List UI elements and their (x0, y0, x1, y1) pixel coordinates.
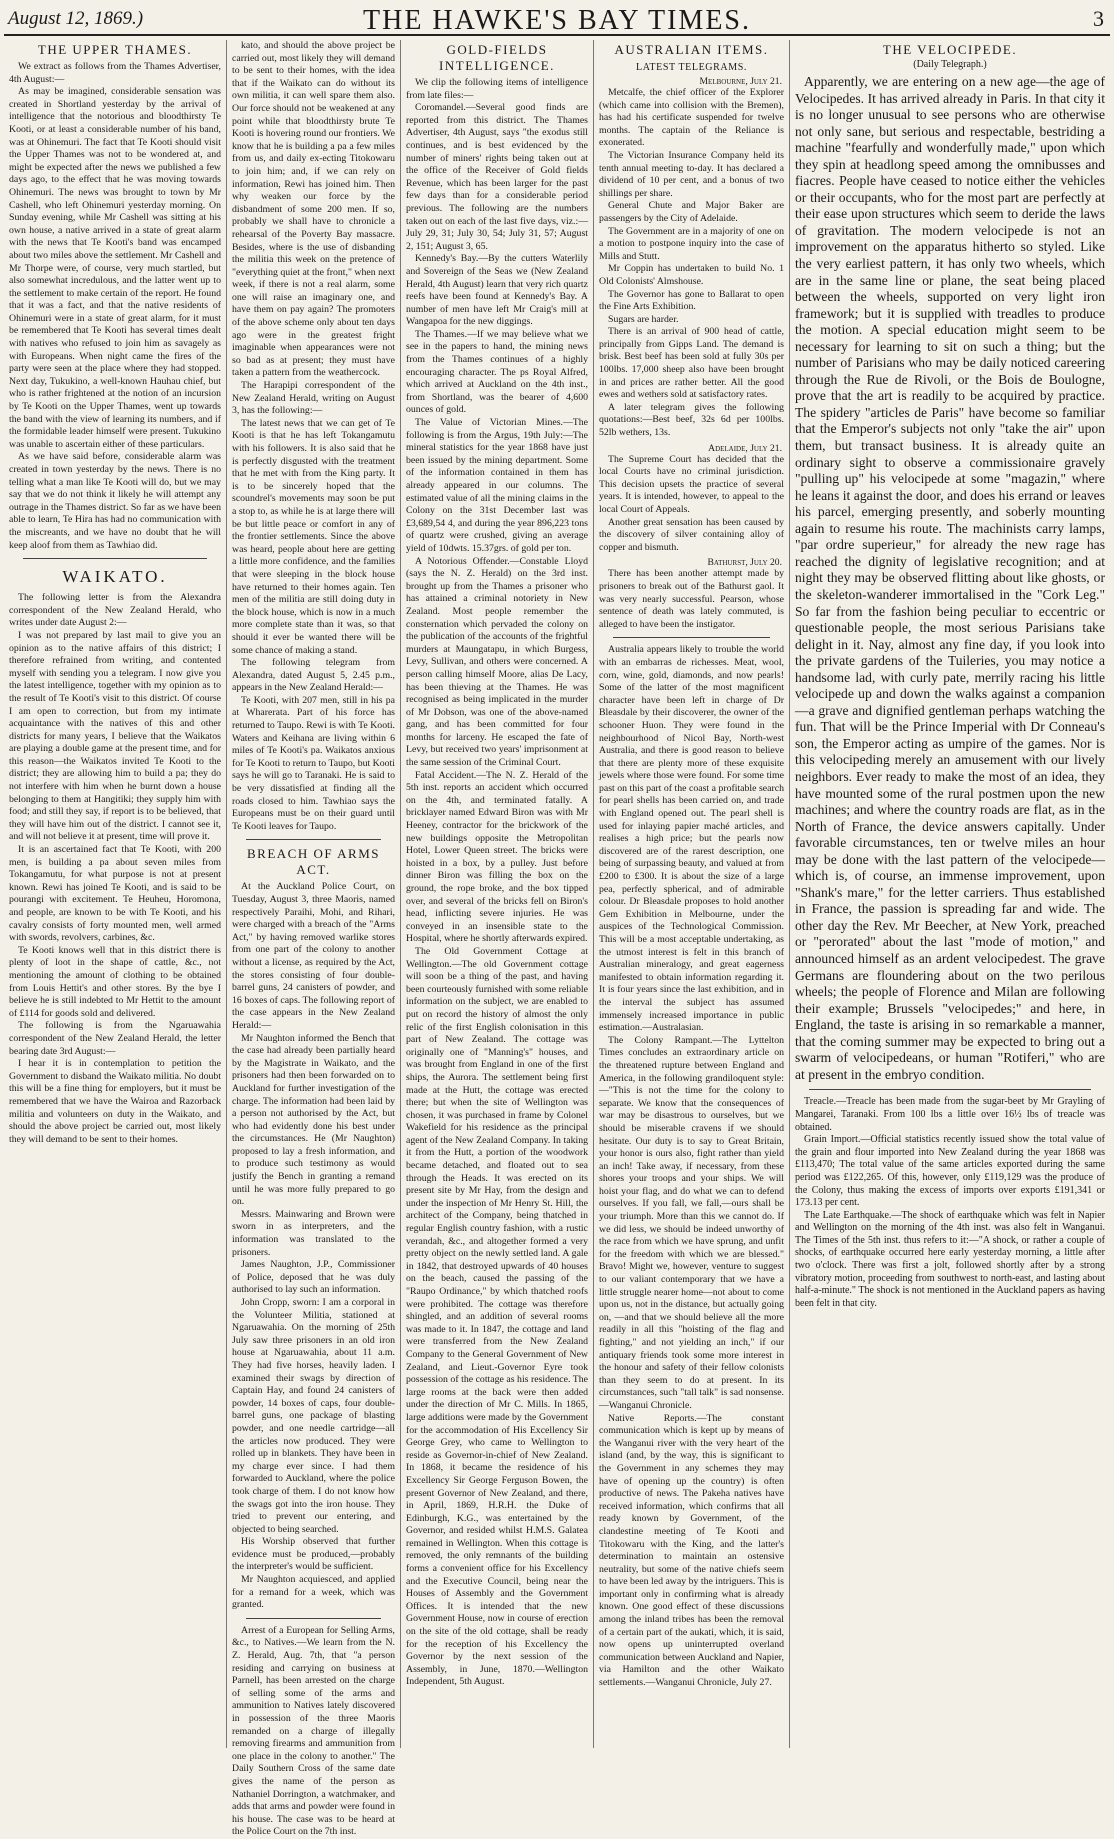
paragraph: I was not prepared by last mail to give you an opinion as to the native affairs of this district; I therefore refrained from writing, and contented myself with sending you a telegram. I now give you the latest intelligence, together with my opinion as to the result of Te Kooti's visit to this district. Of course I am open to correction, but from my intimate acquaintance with the natives of this and other districts for many years, I believe that the Waikatos are playing a double game at the present time, and for this reason—the Waikatos invited Te Kooti to the district; they are allowing him to build a pa; they do not interfere with him when he burnt down a house belonging to them at Hangitiki; they supply him with food; and still they say, if report is to be believed, that they will have him out of the district. I cannot see it, and will not believe it at present, time will prove it. (9, 629, 221, 843)
paragraph: Grain Import.—Official statistics recently issued show the total value of the grain and flour imported into New Zealand during the year 1868 was £113,470; The total value of the same articles exported during the same period was £122,265. Of this, however, only £119,129 was the produce of the Colony, thus making the excess of imports over exports £191,341 or 173.13 per cent. (795, 1134, 1105, 1209)
issue-date: August 12, 1869.) (8, 8, 144, 29)
paragraph: The Thames.—If we may believe what we see in the papers to hand, the mining news from the Thames continues of a highly encouraging character. The ps Royal Alfred, which arrived at Auckland on the 4th inst., from Shortland, was the bearer of 4,600 ounces of gold. (406, 328, 588, 416)
paragraph: Kennedy's Bay.—By the cutters Waterlily and Sovereign of the Seas we (New Zealand Herald, 4th August) learn that very rich quartz reefs have been found at Kennedy's Bay. A number of men have left Mr Craig's mill at Wangapoa for the new diggings. (406, 253, 588, 328)
paragraph: Metcalfe, the chief officer of the Explorer (which came into collision with the Bremen), has had his certificate suspended for twelve months. The captain of the Reliance is exonerated. (599, 87, 784, 149)
paragraph: The following telegram from Alexandra, dated August 5, 2.45 p.m., appears in the New Zealand Herald:— (232, 657, 395, 694)
paragraph: Arrest of a European for Selling Arms, &c., to Natives.—We learn from the N. Z. Herald, Aug. 7th, that "a person residing and carrying on business at Parnell, has been arrested on the charge of selling some of the arms and ammunition to Natives lately discovered in possession of the three Maoris remanded on a charge of illegally removing firearms and ammunition from one place in the colony to another." The Daily Southern Cross of the same date gives the name of the person as Nathaniel Dorrington, a watchmaker, and adds that arms and powder were found in his house. The case was to be heard at the Police Court on the 7th inst. (232, 1624, 395, 1838)
column-1 (4, 40, 227, 1748)
paragraph: Native Reports.—The constant communication which is kept up by means of the Wanganui river with the very heart of the island (and, by the way, this is significant to the Government in any schemes they may have of opening up the country) is often productive of news. The Pakeha natives have received information, which confirms that all ready known by Government, of the clandestine meeting of Te Kooti and Titokowaru with the King, and the latter's determination to maintain an ostensive neutrality, but some of the native chiefs seem to have been led away by the intriguers. This is important only in confirming what is already known. One good effect of these discussions among the inland tribes has been the removal of a certain part of the aukati, which, it is said, now opens up uninterrupted overland communication between Auckland and Napier, via Hamilton and the other Waikato settlements.—Wanganui Chronicle, July 27. (599, 1412, 784, 1689)
article-title-velocipede: THE VELOCIPEDE. (882, 42, 1018, 57)
paragraph: Australia appears likely to trouble the world with an embarras de richesses. Meat, wool, corn, wine, gold, diamonds, and now pearls! Some of the latter of the most magnificent character have been left in charge of Dr Bleasdale by their discoverer, the owner of the schooner Huon. They were found in the neighbourhood of Nicol Bay, North-west Australia, and there is good reason to believe that there are plenty more of these exquisite jewels where those were found. For some time past on this part of the coast a profitable search for pearl shells has been carried on, and trade with England opened out. The pearl shell is used for inlaying papier maché articles, and realises a high price; but the pearls now discovered are of the rarest description, one being of surpassing beauty, and valued at from £200 to £300. It is about the size of a large pea, perfectly spherical, and of admirable colour. Dr Bleasdale proposes to hold another Gem Exhibition in Melbourne, under the auspices of the Technological Commission. This will be a most acceptable undertaking, as the utmost interest is felt in this branch of Australian mineralogy, and great eagerness manifested to obtain information regarding it. It is four years since the last exhibition, and in the interval the subject has assumed immensely increased importance in public estimation.—Australasian. (599, 644, 784, 1034)
column-2 (227, 40, 401, 1838)
column-5 (790, 40, 1110, 1748)
paragraph: Te Kooti knows well that in this district there is plenty of loot in the shape of cattle, &c., not mentioning the amount of clothing to be obtained from Louis Hettit's and other stores. By the bye I believe he is still indebted to Mr Hettit to the amount of £114 for goods sold and delivered. (9, 944, 221, 1019)
paragraph: Mr Naughton acquiesced, and applied for a remand for a week, which was granted. (232, 1574, 395, 1611)
paragraph: Mr Coppin has undertaken to build No. 1 Old Colonists' Almshouse. (599, 263, 784, 287)
paragraph: We extract as follows from the Thames Advertiser, 4th August:— (9, 61, 221, 85)
paragraph: Another great sensation has been caused by the discovery of silver containing alloy of copper and bismuth. (599, 516, 784, 553)
dateline: Melbourne, July 21. (699, 76, 782, 87)
dateline: Adelaide, July 21. (708, 442, 782, 454)
paragraph: A Notorious Offender.—Constable Lloyd (says the N. Z. Herald) on the 3rd inst. brought up from the Thames a prisoner who has attained a criminal notoriety in New Zealand. Most people remember the consternation which pervaded the colony on the publication of the accounts of the frightful murders at Maungatapu, in which Burgess, Levy, Sullivan, and others were concerned. A person calling himself Moore, alias De Lacy, has been thieving at the Thames. He was recognised as being implicated in the murder of Mr Dobson, was one of the above-named gang, and has been committed for four months for larceny. He escaped the fate of Levy, but received two years' imprisonment at the same session of the Criminal Court. (406, 555, 588, 769)
paragraph: His Worship observed that further evidence must be produced,—probably the interpreter's would be sufficient. (232, 1536, 395, 1573)
paragraph: Mr Naughton informed the Bench that the case had already been partially heard by the Magistrate in Waikato, and the prisoners had then been forwarded on to Auckland for further investigation of the charge. The information had been laid by a person not authorised by the Act, but who had evidently done his best under the circumstances. He (Mr Naughton) proposed to lay a fresh information, and to produce such testimony as would justify the Bench in granting a remand until he was more fully prepared to go on. (232, 1032, 395, 1208)
paragraph: Sugars are harder. (608, 313, 679, 325)
paragraph: As we have said before, considerable alarm was created in town yesterday by the news. There is no telling what a man like Te Kooti will do, but we may say that we do not think it likely he will attempt any outrage in the Thames district. So far as we have been able to learn, Te Hira has had no communication with the miscreants, and we have no doubt that he will keep aloof from them as Tawhiao did. (9, 451, 221, 551)
paragraph: The following is from the Ngaruawahia correspondent of the New Zealand Herald, the letter bearing date 3rd August:— (9, 1020, 221, 1057)
paragraph: At the Auckland Police Court, on Tuesday, August 3, three Maoris, named respectively Paraihi, Mohi, and Rihari, were charged with a breach of the "Arms Act," by having removed warlike stores from one part of the colony to another without a license, as required by the Act, the stores consisting of four double-barrel guns, 24 canisters of powder, and 16 boxes of caps. The following report of the case appears in the New Zealand Herald:— (232, 881, 395, 1031)
paragraph: Apparently, we are entering on a new age—the age of Velocipedes. It has arrived already in Paris. In that city it is no longer unusual to see persons who are otherwise not only sane, but serious and respectable, bestriding a machine "fearfully and wonderfully made," upon which they spin at headlong speed among the omnibusses and fiacres. People have ceased to notice either the vehicles or their occupants, who for the most part are perfectly at their ease upon structures which seem to deride the laws of gravitation. The modern velocipede is not an improvement on the apparatus hitherto so styled. Like the very earliest pattern, it has only two wheels, which are in the same line or plane, the seat being placed between the wheels, supported on very light iron framework; but it is supplied with treadles to produce the motion. A special education might seem to be necessary for learning to sit on such a thing; but the number of Parisians who may be daily noticed careering through the Rue de Rivoli, or the Bois de Boulogne, prove that the art is readily to be acquired by practice. The spidery "articles de Paris" have become so familiar that the Emperor's subjects not only "take the air" upon them, but transact business. It is already quite an ordinary sight to observe a commissionaire gravely "pulling up" his velocipede at some "magazin," where he leans it against the door, and does his errand or leaves his parcel, emerging presently, and soberly mounting again to resume his route. The machinists carry lamps, "par ordre superieur," for already the new rage has reached the dignity of legislative recognition; and at night they may be observed flitting about like ghosts, or the skeleton-wanderer immortalised in the "Cork Leg." So far from the fashion being peculiar to eccentric or questionable people, the most serious Parisians take delight in it. Nay, almost any fine day, if you look into the private gardens of the Tuileries, you may notice a handsome lad, with curly pate, merrily racing his little velocipede up and down the walks against a companion—a grave and dignified gentleman perhaps watching the fun. That will be the Prince Imperial with Dr Conneau's son, the Emperor acting as umpire of the games. Nor is this velocipeding merely an amusement with our lively neighbors. Ever ready to make the most of an idea, they have mounted some of the rural postmen upon the new machines; and where the country roads are flat, as in the North of France, the device answers capitally. Under favorable circumstances, ten or twelve miles an hour may be done with the last pattern of the velocipede—which is, of course, an immense improvement, upon "Shank's mare," for the letter carriers. Thus established in France, the passion is spreading far and wide. The other day the Rev. Mr Beecher, at New York, preached or "perorated" about the last "mode of motion," and announced himself as an ardent velocipedest. The grave Germans are floundering about on the two perilous wheels; the people of Florence and Milan are following their example; Brussels "velocipedes;" and here, in England, the taste is arising in so remarkable a manner, that the coming summer may be expected to bring out a swarm of velocipedeans, or human "Rotiferi," who are at present in the embryo condition. (795, 74, 1105, 1082)
paragraph: There has been another attempt made by prisoners to break out of the Bathurst gaol. It was very nearly successful. Pearson, whose sentence of death was lately commuted, is alleged to have been the instigator. (599, 568, 784, 630)
subheading-latest-telegrams: LATEST TELEGRAMS. (636, 62, 747, 73)
article-title-waikato: WAIKATO. (62, 567, 168, 587)
paragraph: Coromandel.—Several good finds are reported from this district. The Thames Advertiser, 4th August, says "the exodus still continues, and is best evidenced by the number of miners' rights being taken out at the office of the Receiver of Gold fields Revenue, which has been larger for the past few days than for a considerable period previous. The following are the numbers taken out on each of the last five days, viz.:—July 29, 31; July 30, 54; July 31, 57; August 2, 151; August 3, 65. (406, 102, 588, 252)
divider (23, 558, 207, 559)
paragraph: Te Kooti, with 207 men, still in his pa at Wharerata. Part of his force has returned to Taupo. Rewi is with Te Kooti. Waters and Keihana are living within 6 miles of Te Kooti's pa. Waikatos anxious for Te Kooti to return to Taupo, but Kooti says he will go to Taranaki. He is said to be very dissatisfied at finding all the roads closed to him. Tawhiao says the Europeans must be on their guard until Te Kooti leaves for Taupo. (232, 694, 395, 832)
paragraph: General Chute and Major Baker are passengers by the City of Adelaide. (599, 200, 784, 224)
divider (613, 637, 770, 638)
paragraph: The Colony Rampant.—The Lyttelton Times concludes an extraordinary article on the threatened rupture between England and America, in the following grandiloquent style:—"This is not the time for the colony to separate. We know that the consequences of war may be disastrous to ourselves, but we should be miserable cravens if we should hesitate. Our duty is to say to Great Britain, your honor is ours also, fight rather than yield an inch! Take away, if necessary, from these shores your troops and your ships. We will hoist your flag, and do what we can to defend ourselves. If you fall, we fall,—ours shall be your triumph. More than this we cannot do. If we did less, we should be indeed unworthy of the race from which we have sprung, and unfit for the freedom with which we are blessed." Bravo! Might we, however, venture to suggest to our valiant contemporary that we have a little struggle nearer home—not about to come upon us, not in the distance, but actually going on, —and that we should believe all the more readily in all this "hoisting of the flag and fighting," and not yielding an inch," if our antiquary friends took some more interest in the honour and safety of their fellow colonists than they seem to do at present. In its circumstances, such "tall talk" is sad nonsense.—Wanganui Chronicle. (599, 1034, 784, 1411)
columns (4, 40, 1110, 1838)
dateline: Bathurst, July 20. (707, 557, 782, 569)
column-3 (401, 40, 594, 1748)
paragraph: Fatal Accident.—The N. Z. Herald of the 5th inst. reports an accident which occurred on the 4th, and terminated fatally. A bricklayer named Edward Biron was with Mr Heeney, contractor for the brickwork of the new buildings opposite the Metropolitan Hotel, Lower Queen street. The bricks were hoisted in a box, by a pulley. Just before dinner Biron was filling the box on the ground, the rope broke, and the box tipped over, and several of the bricks fell on Biron's head, inflicting severe injuries. He was conveyed in an insensible state to the Hospital, where he shortly afterwards expired. (406, 769, 588, 945)
article-source: (Daily Telegraph.) (913, 59, 987, 70)
paragraph: As may be imagined, considerable sensation was created in Shortland yesterday by the arrival of intelligence that the notorious and bloodthirsty Te Kooti, or at least a considerable number of his band, was at Ohinemuri. The fact that Te Kooti should visit the Upper Thames was not to be wondered at, and might be expected after the news we published a few days ago, to the effect that he was moving towards Ohinemuri. The news was brought to town by Mr Cashell, who left Ohinemuri yesterday morning. On Sunday evening, while Mr Cashell was sitting at his own house, a native arrived in a state of great alarm with the news that Te Kooti's band was encamped about two miles above the settlement. Mr Cashell and Mr Thorpe were, of course, very much startled, but also somewhat incredulous, and the latter went up to the settlement to make certain of the report. He found that it was a fact, and that the native residents of Ohinemuri were in a state of great alarm, for it must be remembered that Te Kooti has several times dealt with natives who refused to join him as savagely as with Europeans. When night came the fires of the party were seen at the place where they had stopped. Next day, Tukukino, a well-known Hauhau chief, but who is rather frightened at the notion of an incursion by Te Kooti on the Upper Thames, went up towards the band with the view of learning its numbers, and if the formidable leader himself were present. Tukukino was unable to ascertain either of these particulars. (9, 86, 221, 450)
article-title-australian-items: AUSTRALIAN ITEMS. (614, 42, 769, 57)
article-title-upper-thames: THE UPPER THAMES. (37, 42, 193, 57)
paragraph: It is an ascertained fact that Te Kooti, with 200 men, is building a pa about seven miles from Tokangamutu, for what purpose is not at present known. Rewi has joined Te Kooti, and is said to be pourangi with excitement. Te Heuheu, Horomona, and people, are known to be with Te Kooti, and his cavalry consists of forty mounted men, well armed with swords, revolvers, carbines, &c. (9, 844, 221, 944)
paragraph: A later telegram gives the following quotations:—Best beef, 32s 6d per 100lbs. 52lb wethers, 13s. (599, 401, 784, 439)
divider (246, 1618, 381, 1619)
paragraph: The Value of Victorian Mines.—The following is from the Argus, 19th July:—The mineral statistics for the year 1868 have just been issued by the mining department. Some of the information contained in them has already appeared in our columns. The estimated value of all the mining claims in the Colony on the 31st December last was £3,689,54 4, and during the year 896,223 tons of quartz were crushed, giving an average yield of 10dwts. 15.37grs. of gold per ton. (406, 417, 588, 554)
paragraph: The Old Government Cottage at Wellington.—The old Government cottage will soon be a thing of the past, and having been courteously furnished with some reliable information on the subject, we are enabled to put on record the history of almost the only relic of the first English colonisation in this part of New Zealand. The cottage was originally one of "Manning's" houses, and was brought from England in one of the first ships, the Aurora. The settlement being first made at the Hutt, the cottage was erected there; but when the site of Wellington was chosen, it was purchased in frame by Colonel Wakefield for his residence as the principal agent of the New Zealand Company. In taking it from the Hutt, a portion of the woodwork became detached, and floated out to sea through the Heads. It was erected on its present site by Mr Hay, from the design and under the inspection of Mr Henry St. Hill, the architect of the Company, being thatched in regular English country fashion, with a rustic verandah, &c., and altogether formed a very pretty object on the newly settled land. A gale in 1842, that destroyed upwards of 40 houses on the beach, caused the passing of the "Raupo Ordinance," by which thatched roofs were prohibited. The cottage was therefore shingled, and an addition of several rooms was made to it. In 1847, the cottage and land were transferred from the New Zealand Company to the General Government of New Zealand, and Lieut.-Governor Eyre took possession of the cottage as his residence. The large rooms at the back were then added under the direction of Mr C. Mills. In 1865, large additions were made by the Government for the accommodation of His Excellency Sir George Grey, who came to Wellington to reside as Governor-in-chief of New Zealand. In 1868, it became the residence of his Excellency Sir George Ferguson Bowen, the present Governor of New Zealand, and there, in April, 1869, H.R.H. the Duke of Edinburgh, K.G., was entertained by the Governor, and resided whilst H.M.S. Galatea remained in Wellington. When this cottage is removed, the only remnants of the building forms a convenient office for his Excellency and the Executive Council, being near the Houses of Assembly and the Government Offices. It is intended that the new Government House, now in course of erection on the site of the old cottage, shall be ready for the reception of his Excellency the Governor by the next session of the Assembly, in June, 1870.—Wellington Independent, 5th August. (406, 945, 588, 1688)
column-4 (594, 40, 790, 1748)
masthead (4, 4, 1110, 36)
paragraph: The Harapipi correspondent of the New Zealand Herald, writing on August 3, has the following:— (232, 380, 395, 417)
paragraph: John Cropp, sworn: I am a corporal in the Volunteer Militia, stationed at Ngaruawahia. On the morning of 25th July saw three prisoners in an old iron house at Ngaruawahia, about 11 a.m. They had five horses, heavily laden. I examined their swags by direction of Captain Hay, and found 24 canisters of powder, 14 boxes of caps, four double-barrel guns, one package of blasting powder, and one needle cartridge—all the articles now produced. They were rolled up in blankets. They have been in my charge ever since. I had them forwarded to Auckland, where the police took charge of them. I do not know how the swags got into the iron house. They tried to prevent our entering, and objected to being searched. (232, 1297, 395, 1535)
article-title-gold-fields: GOLD-FIELDS INTELLIGENCE. (439, 42, 555, 73)
paragraph: kato, and should the above project be carried out, most likely they will demand to be sent to their homes, with the idea that if the Waikato can do without its own militia, it can well spare them also. Our force should not be weakened at any point while that bloodthirsty brute Te Kooti is hovering round our frontiers. We know that he is building a pa a few miles from us, and daily ex-ecting Titokowaru to join him; and, if we can rely on information, Rewi has joined him. Then why weaken our force by the disbandment of some 200 men. If so, probably we shall have to chronicle a rehearsal of the Poverty Bay massacre. Besides, where is the use of disbanding the militia this week on the pretence of "everything quiet at the front," when next week, if there is not a real alarm, some one will raise an imaginary one, and have them on pay again? The promoters of the above scheme only about ten days ago were in the greatest fright imaginable when appearances were not so bad as at present; they must have taken a pattern from the weathercock. (232, 40, 395, 379)
paragraph: The latest news that we can get of Te Kooti is that he has left Tokangamutu with his followers. It is also said that he is perfectly disgusted with the treatment that he met with from the King party. It is to be sincerely hoped that the scoundrel's movements may soon be put a stop to, as while he is at large there will be but little peace or comfort in any of the frontier settlements. Since the above was heard, people about here are getting a little more confidence, and the families that were sleeping in the block house have returned to their homes again. Ten men of the militia are still doing duty in the block house, which is now in a much more complete state than it was, so that should it ever be wanted there will be some chance of making a stand. (232, 417, 395, 656)
paragraph: The Government are in a majority of one on a motion to postpone inquiry into the case of Mills and Stutt. (599, 225, 784, 262)
divider (809, 1089, 1091, 1090)
paragraph: The Late Earthquake.—The shock of earthquake which was felt in Napier and Wellington on the morning of the 4th inst. was also felt in Wanganui. The Times of the 5th inst. thus refers to it:—"A shock, or rather a couple of shocks, of earthquake occurred here early yesterday morning, a little after two o'clock. There was first a jolt, followed shortly after by a strong vibratory motion, proceeding from southwest to north-east, and lasting about half-a-minute." The shock is not mentioned in the Auckland papers as having been felt in that city. (795, 1209, 1105, 1309)
divider (246, 839, 381, 840)
paragraph: We clip the following items of intelligence from late files:— (406, 77, 588, 101)
paragraph: James Naughton, J.P., Commissioner of Police, deposed that he was duly authorised to lay such an information. (232, 1259, 395, 1296)
paragraph: Messrs. Mainwaring and Brown were sworn in as interpreters, and the information was translated to the prisoners. (232, 1208, 395, 1258)
paragraph: The following letter is from the Alexandra correspondent of the New Zealand Herald, who writes under date August 2:— (9, 592, 221, 629)
paragraph: I hear it is in contemplation to petition the Government to disband the Waikato militia. No doubt this will be a fine thing for employers, but it must be remembered that we have the Wairoa and Razorback militia and volunteers on duty in the Waikato, and should the above project be carried out, most likely they will demand to be sent to their homes. (9, 1058, 221, 1145)
newspaper-page (4, 4, 1110, 1838)
paragraph: The Supreme Court has decided that the local Courts have no criminal jurisdiction. This decision upsets the practice of several years. It is intended, however, to appeal to the local Court of Appeals. (599, 453, 784, 515)
newspaper-title: THE HAWKE'S BAY TIMES. (363, 5, 751, 36)
article-title-breach-of-arms-act: BREACH OF ARMS ACT. (247, 846, 380, 878)
paragraph: There is an arrival of 900 head of cattle, principally from Gipps Land. The demand is brisk. Best beef has been sold at fully 30s per 100lbs. 17,000 sheep also have been brought in and prices are rather better. All the good ewes and wethers sold at satisfactory rates. (599, 326, 784, 401)
paragraph: The Victorian Insurance Company held its tenth annual meeting to-day. It has declared a dividend of 10 per cent, and a bonus of two shillings per share. (599, 149, 784, 199)
page-number: 3 (1093, 6, 1104, 31)
paragraph: Treacle.—Treacle has been made from the sugar-beet by Mr Grayling of Mangarei, Taranaki. From 100 lbs a little over 16½ lbs of treacle was obtained. (795, 1096, 1105, 1133)
paragraph: The Governor has gone to Ballarat to open the Fine Arts Exhibition. (599, 288, 784, 313)
